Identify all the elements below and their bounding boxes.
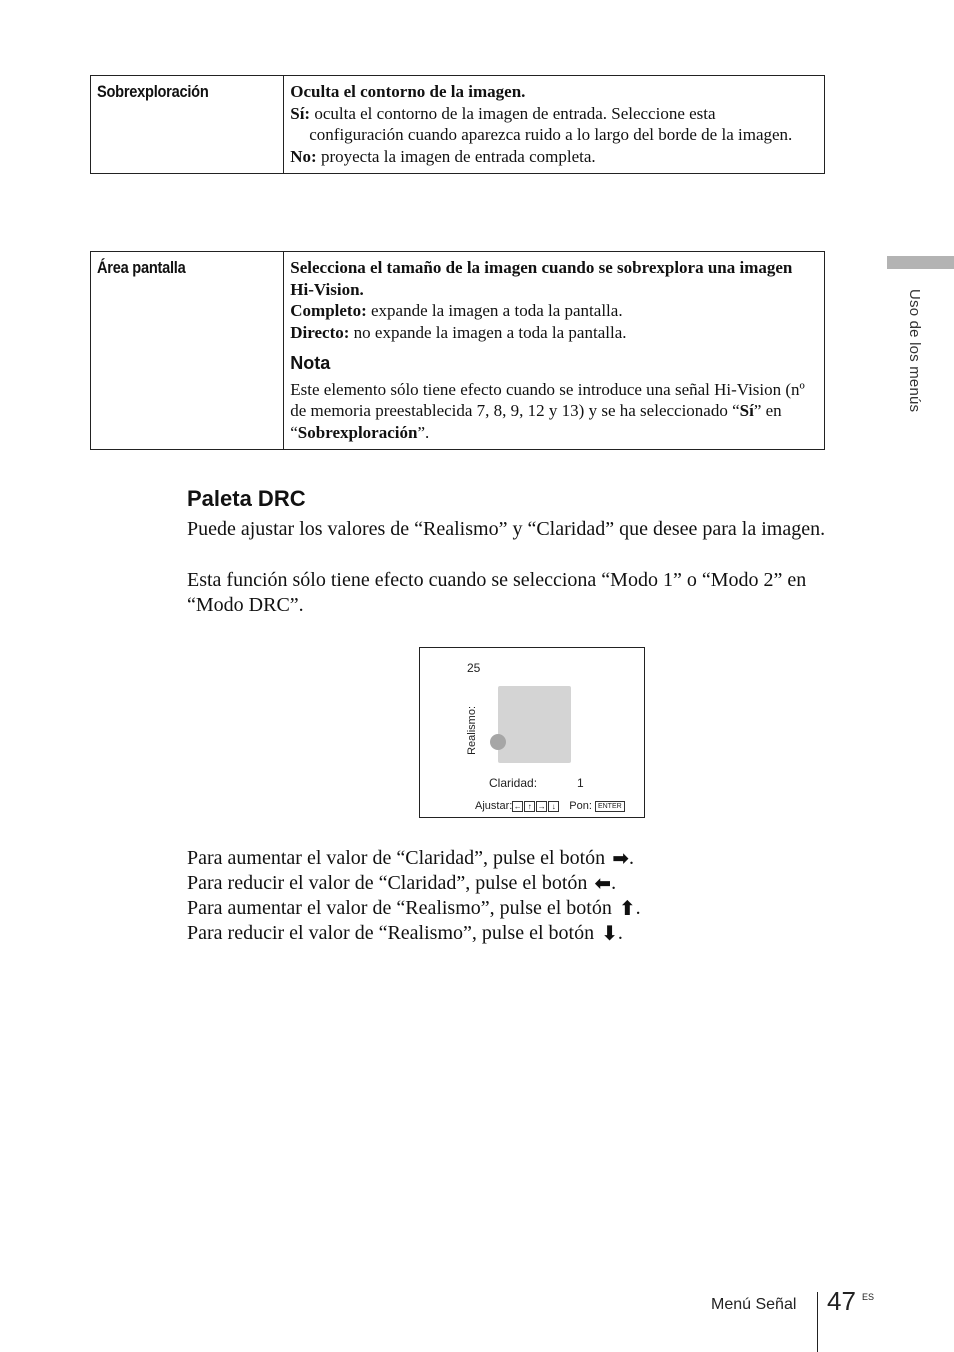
drc-palette-grid [498, 686, 571, 763]
side-tab-label: Uso de los menús [906, 289, 923, 413]
instruction-text: Para aumentar el valor de “Realismo”, pulse el botón [187, 897, 617, 919]
directo-text: no expande la imagen a toda la pantalla. [349, 322, 627, 342]
no-text: proyecta la imagen de entrada completa. [316, 146, 596, 166]
drc-palette-screen [419, 647, 645, 818]
directo-term: Directo: [290, 322, 350, 342]
note-bold-si: Sí [739, 401, 754, 420]
note-text-part: Este elemento sólo tiene efecto cuando se introduce una señal Hi-Vision (nº de memoria preestablecida 7, 8, 9, 12 y 13) y se ha seleccionado “ [290, 379, 805, 420]
instruction-text: Para reducir el valor de “Realismo”, pulse el botón [187, 922, 600, 944]
arrow-left-key-icon: ← [513, 801, 522, 811]
arrow-right-icon: ➡ [612, 846, 629, 870]
completo-text: expande la imagen a toda la pantalla. [366, 301, 623, 320]
realismo-value: 25 [467, 661, 481, 675]
note-bold-sobrexploracion: Sobrexploración [297, 422, 418, 442]
sobrexploracion-label: Sobrexploración [97, 82, 209, 101]
note-text-part: ” en “ [290, 401, 782, 442]
table-description-cell [284, 252, 825, 450]
instruction-line: Para aumentar el valor de “Realismo”, pulse el botón ⬆. [187, 896, 641, 920]
si-text: oculta el contorno de la imagen de entrada. Seleccione esta [310, 103, 716, 123]
arrow-down-icon: ⬇ [601, 921, 618, 945]
section-paragraph-1: Puede ajustar los valores de “Realismo” y “Claridad” que desee para la imagen. [187, 518, 826, 540]
side-tab-bar [887, 256, 954, 269]
instruction-line: Para reducir el valor de “Claridad”, pulse el botón ⬅. [187, 871, 617, 895]
section-paragraph-2: Esta función sólo tiene efecto cuando se selecciona “Modo 1” o “Modo 2” en “Modo DRC”. [187, 569, 807, 616]
area-pantalla-label: Área pantalla [97, 258, 186, 277]
note-title: Nota [290, 353, 331, 373]
ajustar-label: Ajustar: [475, 800, 513, 812]
pon-label: Pon: [569, 800, 592, 812]
area-pantalla-heading: Selecciona el tamaño de la imagen cuando se sobrexplora una imagen Hi-Vision. [290, 258, 793, 299]
enter-key-icon: ENTER [595, 801, 625, 812]
palette-cursor-dot [490, 734, 506, 750]
instruction-line: Para reducir el valor de “Realismo”, pulse el botón ⬇. [187, 921, 623, 945]
claridad-label: Claridad: [489, 776, 538, 790]
footer-divider [817, 1292, 818, 1352]
instructions [187, 846, 641, 946]
arrow-left-icon: ⬅ [594, 871, 612, 895]
sobrexploracion-heading: Oculta el contorno de la imagen. [290, 82, 526, 101]
note-text-part: ”. [417, 422, 430, 442]
no-term: No: [290, 146, 317, 166]
footer-section-name: Menú Señal [711, 1296, 797, 1313]
realismo-label: Realismo: [466, 706, 478, 755]
table-description-cell [284, 76, 825, 174]
si-term: Sí: [290, 103, 311, 123]
instruction-text: Para reducir el valor de “Claridad”, pulse el botón [187, 872, 593, 894]
sobrexploracion-table [90, 75, 825, 174]
page-language: ES [862, 1292, 875, 1302]
arrow-right-key-icon: → [537, 801, 546, 811]
completo-term: Completo: [290, 301, 367, 320]
screen-footer [475, 800, 625, 812]
instruction-line: Para aumentar el valor de “Claridad”, pulse el botón ➡. [187, 846, 634, 870]
section-title: Paleta DRC [187, 486, 306, 511]
arrow-down-key-icon: ↓ [548, 801, 559, 812]
arrow-up-key-icon: ↑ [524, 801, 535, 812]
area-pantalla-table [90, 251, 825, 450]
table-label-cell [91, 252, 284, 450]
page-number: 47 [827, 1286, 856, 1316]
instruction-text: Para aumentar el valor de “Claridad”, pulse el botón [187, 847, 611, 869]
claridad-value: 1 [577, 776, 584, 790]
table-label-cell [91, 76, 284, 174]
si-text-cont: configuración cuando aparezca ruido a lo largo del borde de la imagen. [309, 125, 793, 144]
arrow-up-icon: ⬆ [618, 896, 636, 920]
note-text [290, 379, 818, 444]
